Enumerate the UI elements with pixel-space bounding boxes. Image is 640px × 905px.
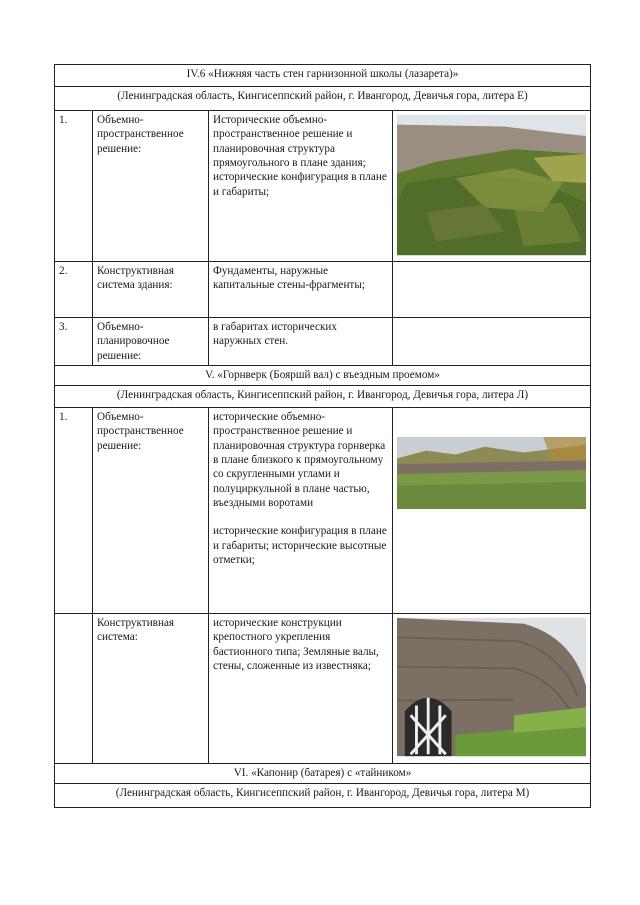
- row-number: 3.: [55, 318, 93, 366]
- row-text-part1: исторические объемно-пространственное решение и планировочная структура горнверка в плане близкого к прямоугольному со скругленными углами и полуциркульной в плане частью, въездными воротами: [213, 410, 386, 509]
- photo-cell: [393, 407, 591, 613]
- photo-cell: [393, 613, 591, 763]
- lazaret-wall-photo: [397, 113, 586, 257]
- row-text: в габаритах исторических наружных стен.: [209, 318, 393, 366]
- empty-cell: [393, 262, 591, 318]
- section-address-row: [55, 385, 591, 407]
- section-address: (Ленинградская область, Кингисеппский район, г. Ивангород, Девичья гора, литера Л): [55, 385, 591, 407]
- photo-cell: [393, 111, 591, 262]
- section-address-row: [55, 87, 591, 111]
- row-label: Конструктивная система здания:: [93, 262, 209, 318]
- row-text-part2: исторические конфигурация в плане и габариты; исторические высотные отметки;: [213, 525, 387, 566]
- section-title-row: [55, 365, 591, 385]
- row-text: Фундаменты, наружные капитальные стены-фрагменты;: [209, 262, 393, 318]
- section-address: (Ленинградская область, Кингисеппский район, г. Ивангород, Девичья гора, литера М): [55, 783, 591, 807]
- section-title-row: [55, 65, 591, 87]
- monument-table: [54, 64, 591, 808]
- table-row: [55, 111, 591, 262]
- row-number: 1.: [55, 111, 93, 262]
- fortress-wall-gate-photo: [397, 616, 586, 758]
- section-title: VI. «Капонир (батарея) с «тайником»: [55, 763, 591, 783]
- row-label: Объемно-пространственное решение:: [93, 111, 209, 262]
- section-title-row: [55, 763, 591, 783]
- table-row: [55, 613, 591, 763]
- row-text: [209, 407, 393, 613]
- row-number: [55, 613, 93, 763]
- row-text: Исторические объемно-пространственное решение и планировочная структура прямоугольного в плане здания; исторические конфигурация в плане и габариты;: [209, 111, 393, 262]
- row-number: 1.: [55, 407, 93, 613]
- row-number: 2.: [55, 262, 93, 318]
- row-text: исторические конструкции крепостного укрепления бастионного типа; Земляные валы, стены, сложенные из известняка;: [209, 613, 393, 763]
- section-title: V. «Горнверк (Бояршй вал) с въездным проемом»: [55, 365, 591, 385]
- empty-cell: [393, 318, 591, 366]
- hornwork-rampart-photo: [397, 436, 586, 510]
- section-address-row: [55, 783, 591, 807]
- table-row: [55, 318, 591, 366]
- row-label: Объемно-планировочное решение:: [93, 318, 209, 366]
- table-row: [55, 262, 591, 318]
- row-label: Объемно-пространственное решение:: [93, 407, 209, 613]
- row-label: Конструктивная система:: [93, 613, 209, 763]
- section-title: IV.6 «Нижняя часть стен гарнизонной школы (лазарета)»: [55, 65, 591, 87]
- section-address: (Ленинградская область, Кингисеппский район, г. Ивангород, Девичья гора, литера Е): [55, 87, 591, 111]
- table-row: [55, 407, 591, 613]
